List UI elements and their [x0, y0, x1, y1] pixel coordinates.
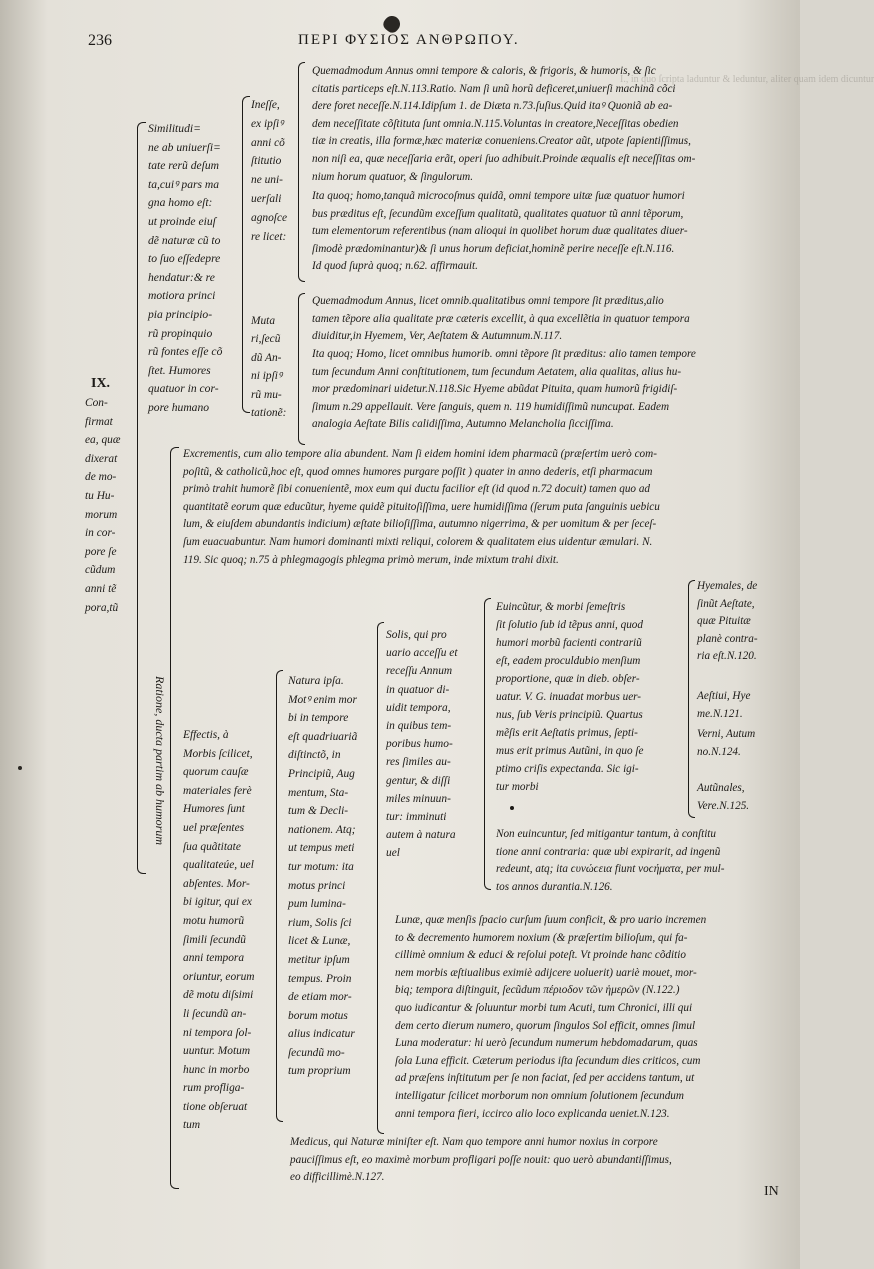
season-aestivi: Aeſtiui, Hye me.N.121.	[697, 690, 751, 720]
solis-text: Solis, qui pro uario acceſſu et receſſu Annum in quatuor di- uidit tempora, in quibus tem- poribus humo- res ſimiles au- gentur, & diſſi miles minuun- tur: imminuti autem à natura uel	[386, 629, 458, 860]
section-label: IX.	[91, 376, 111, 391]
quemadmodum-annus-block: Quemadmodum Annus, licet omnib.qualitatibus omni tempore ſit præditus,alio tamen tẽpore alia qualitate præ cæteris excellit, à qua excellẽtia in quatuor tempora diuiditur,in Hyemem, Ver, Aeſtatem & Autumnum.N.117.	[312, 295, 690, 343]
stray-mark	[18, 766, 22, 770]
season-autumnales: Autũnales, Vere.N.125.	[697, 782, 750, 812]
bullet-mark	[510, 806, 514, 810]
page-number: 236	[88, 32, 112, 49]
quemadmodum-year-block: Quemadmodum Annus omni tempore & caloris, & frigoris, & humoris, & ſic citatis particeps eſt.N.113.Ratio. Nam ſi unũ horũ deficeret,uniuerſi machinã cõci dere foret neceſſe.N.114.Idipſum 1. de Diæta n.73.ſuſius.Quid itaꝰ Quoniã ab ea- dem neceſſitate cõſtituta ſunt omnia.N.115.Voluntas in creatore,Neceſſitas obedien tiæ in creatis, illa formæ,hæc materiæ conueniens.Creator aũt, utpote ſapientiſſimus, non niſi ea, quæ neceſſaria erãt, operi ſuo adhibuit.Proinde æqualis eſt neceſſitas om- nium horum quatuor, & ſingulorum.	[312, 65, 696, 183]
brace-solis	[484, 598, 491, 890]
ita-quoque-homo-block: Ita quoq; homo,tanquã microcoſmus quidã, omni tempore uitæ ſuæ quatuor humori bus præditus eſt, ſecundũm exceſſum qualitatũ, qualitates quatuor tũ anni tẽporum, tum elementorum referentibus (nam alioqui in quolibet horum duæ qualitates diuer- ſimodè prædominantur)& ſi unus horum deficiat,hominẽ perire neceſſe eſt.N.116. Id quod ſuprà quoq; n.62. affirmauit.	[312, 190, 688, 273]
brace-inesse	[298, 62, 305, 282]
bleed-through-text: I., in quo ſcripta laduntur & leduntur, aliter quam idem dicuntur	[620, 74, 874, 85]
running-title: ΠΕΡΙ ΦΥΣΙΟΣ ΑΝΘΡΩΠΟΥ.	[298, 32, 520, 48]
season-hyemales: Hyemales, de ſinũt Aeſtate, quæ Pituitæ planè contra- ria eſt.N.120.	[697, 580, 758, 663]
euincuntur-block: Euincũtur, & morbi ſemeſtris ſit ſolutio ſub id tẽpus anni, quod humori morbũ facienti contrariũ eſt, eadem proculdubio menſium proportione, quæ in dieb. obſer- uatur. V. G. inuadat morbus uer- nus, ſub Veris principiũ. Quartus mẽſis erit Aeſtatis primus, ſepti- mus erit primus Autũni, in quo ſe ptimo criſis expectanda. Sic igi- tur morbi	[496, 601, 644, 793]
section-text: Con- firmat ea, quæ dixerat de mo- tu Hu- morum in cor- pore ſe cũdum anni tẽ pora,tũ	[85, 397, 121, 614]
brace-mutari	[298, 293, 305, 445]
natura-text: Natura ipſa. Motꝰ enim mor bi in tempore eſt quadriuariã diſtinctõ, in Principiũ, Aug mentum, Sta- tum & Decli- nationem. Atq; ut tempus meti tur motum: ita motus princi pum lumina- rium, Solis ſci licet & Lunæ, metitur ipſum tempus. Proin de etiam mor- borum motus alius indicatur ſecundũ mo- tum proprium	[288, 675, 358, 1078]
brace-ratione	[170, 447, 179, 1189]
brace-seasons	[688, 580, 695, 818]
lunae-block: Lunæ, quæ menſis ſpacio curſum ſuum conficit, & pro uario incremen to & decremento humorem noxium (& præſertim bilioſum, qui fa- cillimè omnium & educi & reſolui poteſt. Vt proinde hanc cõditio nem morbis æſtiualibus eximiè adijcere uoluerit) uariè mouet, mor- biq; tempora diſtinguit, ſecũdum πέριοδον τῶν ἡμερῶν (N.122.) quo iudicantur & ſoluuntur morbi tum Acuti, tum Chronici, illi qui dem certo dierum numero, quorum ſingulos Sol efficit, omnes ſimul Luna moderatur: hi uerò ſecundum numerum hebdomadarum, quas ſola Luna efficit. Cæterum periodus iſta ſecundum dies criticos, cum ad præſens inſtitutum per ſe non faciat, ſed per accidens tantum, ut intelligatur ſcilicet morborum non omnium ſolutionem ſecundum anni tempora fieri, iccirco alio loco explicanda ueniet.N.123.	[395, 914, 707, 1120]
mutari-text: Muta ri,ſecũ dũ An- ni ipſiꝰ rũ mu- tationẽ:	[251, 315, 287, 420]
catchword: IN	[764, 1184, 779, 1199]
brace-similitudine	[242, 96, 250, 413]
brace-natura	[377, 622, 384, 1134]
non-euincuntur-block: Non euincuntur, ſed mitigantur tantum, à conſtitu tione anni contraria: quæ ubi expirarit, ad ingenũ redeunt, atq; ita ϲυνώϲεια fiunt νοϲήματα, per mul- tos annos durantia.N.126.	[496, 828, 725, 893]
brace-effectis	[276, 670, 283, 1122]
excrementis-block: Excrementis, cum alio tempore alia abundent. Nam ſi eidem homini idem pharmacũ (præſertim uerò com- poſitũ, & catholicũ,hoc eſt, quod omnes humores purgare poſſit ) quater in anno dederis, etſi pharmacum primò trahit humorẽ ſibi conuenientẽ, mox eum qui ductu facilior eſt (id quod n.72 docuit) tamen quo ad quantitatẽ eorum quæ educũtur, hyeme quidẽ pituitoſiſſima, uere humidiſſima (ſerum puta ſanguinis uebicu lum, & eiuſdem abundantis indicium) æſtate bilioſiſſima, autumno nigerrima, & per uomitum & per ſeceſ- ſum euacuabuntur. Nam humori dominanti mixti reliqui, colorem & qualitatem eius uidentur æmulari. N. 119. Sic quoq; n.75 à phlegmagogis phlegma primò merum, inde mixtum trahi dixit.	[183, 448, 660, 566]
similitudine-text: Similitudi= ne ab uniuerſi= tate rerũ deſum ta,cuiꝰ pars ma gna homo eſt: ut proinde eiuſ dẽ naturæ cũ to to ſuo eſſedepre hendatur:& re motiora princi pia principio- rũ propinquio rũ fontes eſſe cõ ſtet. Humores quatuor in cor- pore humano	[148, 122, 223, 414]
effectis-text: Effectis, à Morbis ſcilicet, quorum cauſæ materiales ferè Humores ſunt uel præſentes ſua quãtitate qualitateúe, uel abſentes. Mor- bi igitur, qui ex motu humorũ ſimili ſecundũ anni tempora oriuntur, eorum dẽ motu diſsimi li ſecundũ an- ni tempora ſol- uuntur. Motum hunc in morbo rum profliga- tione obſeruat tum	[183, 729, 255, 1132]
brace-section	[137, 122, 146, 874]
season-verni: Verni, Autum no.N.124.	[697, 728, 756, 758]
inesse-text: Ineſſe, ex ipſiꝰ anni cõ ſtitutio ne uni- uerſali agnoſce re licet:	[251, 99, 288, 243]
medicus-block: Medicus, qui Naturæ miniſter eſt. Nam quo tempore anni humor noxius in corpore pauciſſimus eſt, eo maximè morbum profligari poſſe nouit: quo uerò abundantiſſimus, eo difficillimè.N.127.	[290, 1136, 672, 1184]
ratione-vertical-label: Ratione, ducta partim ab humorum	[153, 676, 167, 845]
ita-quoque-homo-2-block: Ita quoq; Homo, licet omnibus humorib. omni tẽpore ſit præditus: alio tamen tempore tum ſecundum Anni conſtitutionem, tum ſecundum Aetatem, alia qualitas, alius hu- mor prædominari uidetur.N.118.Sic Hyeme abũdat Pituita, quam humorũ frigidiſ- ſimum n.29 appellauit. Vere ſanguis, quem n. 119 humidiſſimũ nuncupat. Eadem analogia Aeſtate Bilis calidiſſima, Autumno Melancholia ſicciſſima.	[312, 348, 696, 431]
